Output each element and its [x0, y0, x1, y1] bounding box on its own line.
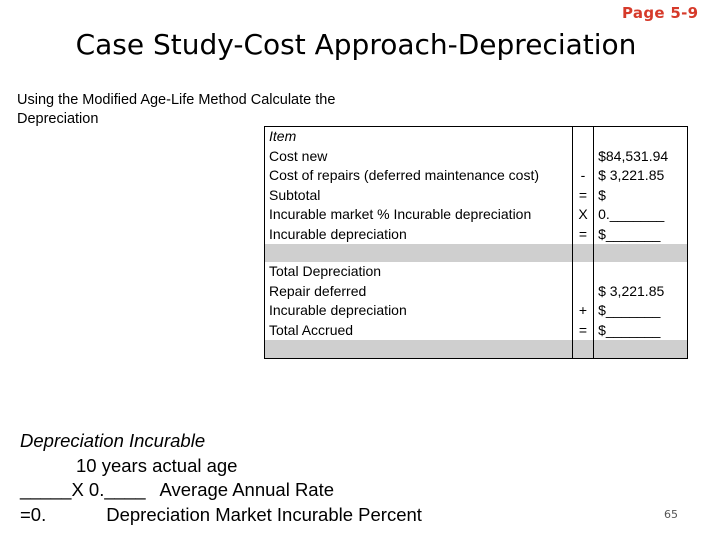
row-value: $_______: [594, 225, 688, 245]
row-label: Cost new: [265, 147, 573, 167]
slide-title-text: Case Study-Cost Approach-Depreciation: [75, 28, 637, 61]
notes-line-3: [20, 478, 422, 503]
row-value: $_______: [594, 321, 688, 341]
table-row: [265, 147, 688, 167]
depreciation-notes: [20, 429, 422, 527]
separator-row: [265, 244, 688, 262]
table-row: [265, 282, 688, 302]
depreciation-table: [264, 126, 688, 359]
row-value: $84,531.94: [594, 147, 688, 167]
row-label: Repair deferred: [265, 282, 573, 302]
row-label: Incurable market % Incurable depreciation: [265, 205, 573, 225]
instruction-line-2: Depreciation: [17, 111, 99, 127]
table-cell: [265, 244, 573, 262]
row-operator: =: [572, 186, 593, 206]
table-row: [265, 205, 688, 225]
notes-line-2: 10 years actual age: [76, 454, 238, 476]
slide-title: [0, 28, 720, 61]
table-cell: [594, 127, 688, 147]
slide-number: 65: [664, 508, 678, 521]
table-row: [265, 225, 688, 245]
row-label: Incurable depreciation: [265, 301, 573, 321]
table-row: [265, 166, 688, 186]
notes-line-4-a: =0.: [20, 503, 47, 525]
notes-line-3-a: _____X 0.____: [20, 479, 146, 500]
row-operator: =: [572, 321, 593, 341]
row-value: $: [594, 186, 688, 206]
instruction-text: [17, 91, 437, 129]
row-value: $ 3,221.85: [594, 282, 688, 302]
row-label: Total Depreciation: [265, 262, 573, 282]
row-operator: -: [572, 166, 593, 186]
page-label: Page 5-9: [622, 4, 699, 22]
notes-line-4: [20, 503, 422, 528]
row-value: [594, 262, 688, 282]
row-operator: [572, 147, 593, 167]
instruction-line-1: Using the Modified Age-Life Method Calculate the: [17, 92, 336, 108]
row-label: Subtotal: [265, 186, 573, 206]
row-value: $ 3,221.85: [594, 166, 688, 186]
row-operator: [572, 262, 593, 282]
table-row: [265, 186, 688, 206]
row-operator: X: [572, 205, 593, 225]
table-row: [265, 262, 688, 282]
table-cell: [572, 127, 593, 147]
table-row: [265, 321, 688, 341]
row-label: Cost of repairs (deferred maintenance cost): [265, 166, 573, 186]
row-operator: +: [572, 301, 593, 321]
row-operator: =: [572, 225, 593, 245]
row-label: Total Accrued: [265, 321, 573, 341]
table-cell: [572, 244, 593, 262]
notes-line-4-b: Depreciation Market Incurable Percent: [106, 503, 422, 525]
row-operator: [572, 282, 593, 302]
table-cell: [572, 340, 593, 359]
separator-row: [265, 340, 688, 359]
table-cell: [594, 244, 688, 262]
row-value: $_______: [594, 301, 688, 321]
notes-line-3-b: Average Annual Rate: [159, 479, 335, 500]
table-cell: [265, 340, 573, 359]
notes-line-1: Depreciation Incurable: [20, 430, 206, 451]
table-heading: Item: [265, 127, 573, 147]
table-row: [265, 301, 688, 321]
table-cell: [594, 340, 688, 359]
row-value: 0._______: [594, 205, 688, 225]
row-label: Incurable depreciation: [265, 225, 573, 245]
